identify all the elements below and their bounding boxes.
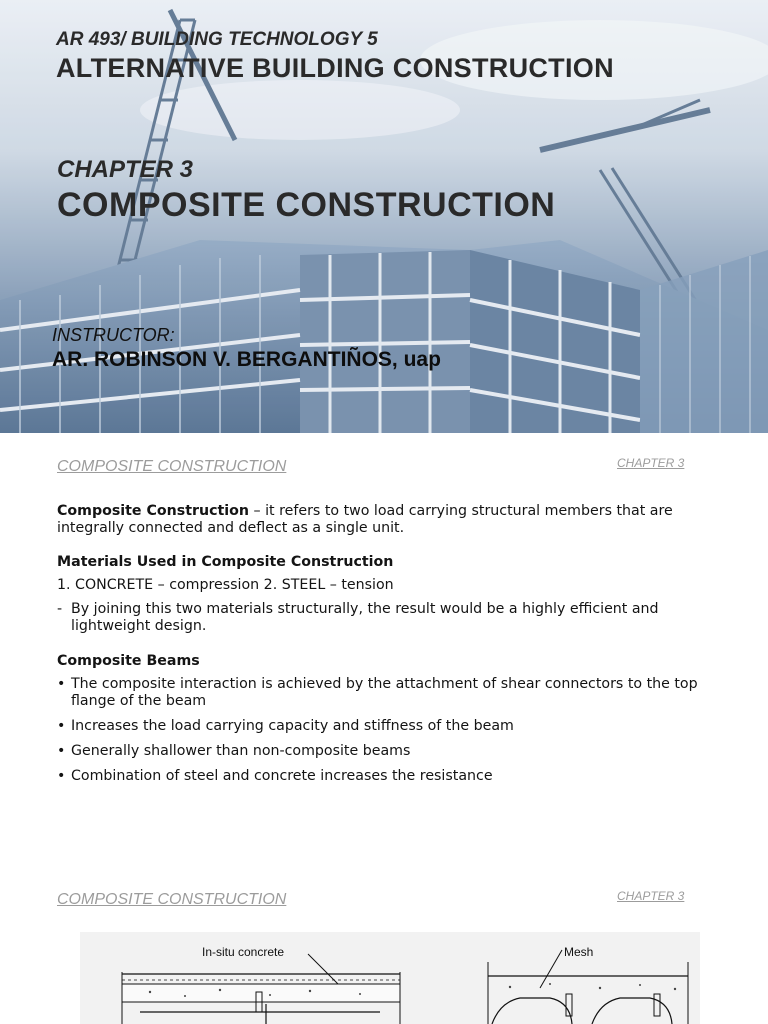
slide3-header-chapter: CHAPTER 3: [617, 889, 685, 903]
chapter-title: COMPOSITE CONSTRUCTION: [57, 186, 556, 224]
materials-line: 1. CONCRETE – compression 2. STEEL – tension: [57, 577, 394, 593]
definition-text: – it refers to two load carrying structural members that are integrally connected and deflect as a single unit.: [57, 503, 673, 536]
definition-term: Composite Construction: [57, 503, 249, 519]
list-item-text: Combination of steel and concrete increases the resistance: [71, 768, 493, 784]
label-insitu-concrete: In-situ concrete: [202, 945, 285, 959]
cover-slide: [0, 0, 768, 433]
bullet-marker: •: [57, 676, 66, 692]
instructor-label: INSTRUCTOR:: [52, 325, 175, 345]
materials-note-text: By joining this two materials structurally, the result would be a highly efficient and lightweight design.: [71, 601, 659, 634]
chapter-label: CHAPTER 3: [57, 156, 194, 183]
list-item-text: Generally shallower than non-composite beams: [71, 743, 411, 759]
beams-bullet-list: [57, 676, 707, 785]
beams-heading: Composite Beams: [57, 653, 200, 669]
slide-header-title: COMPOSITE CONSTRUCTION: [57, 458, 287, 475]
label-mesh: Mesh: [564, 945, 594, 959]
slide-header-chapter: CHAPTER 3: [617, 456, 685, 470]
bullet-marker: •: [57, 768, 66, 784]
bullet-marker: •: [57, 718, 66, 734]
list-item: [57, 718, 707, 735]
slide3-header-title: COMPOSITE CONSTRUCTION: [57, 891, 287, 908]
list-item: [57, 768, 707, 785]
list-item-text: The composite interaction is achieved by the attachment of shear connectors to the top flange of the beam: [71, 676, 698, 709]
materials-note: [57, 601, 707, 635]
instructor-name: AR. ROBINSON V. BERGANTIÑOS, uap: [52, 348, 441, 371]
slide-body: [57, 503, 707, 793]
list-item-text: Increases the load carrying capacity and stiffness of the beam: [71, 718, 514, 734]
materials-heading: Materials Used in Composite Construction: [57, 554, 394, 570]
definition-paragraph: [57, 503, 707, 537]
list-item: [57, 676, 707, 710]
course-title: ALTERNATIVE BUILDING CONSTRUCTION: [56, 53, 614, 83]
composite-slab-diagram: [80, 932, 700, 1024]
course-code: AR 493/ BUILDING TECHNOLOGY 5: [56, 29, 378, 50]
dash-marker: -: [57, 601, 63, 617]
list-item: [57, 743, 707, 760]
bullet-marker: •: [57, 743, 66, 759]
